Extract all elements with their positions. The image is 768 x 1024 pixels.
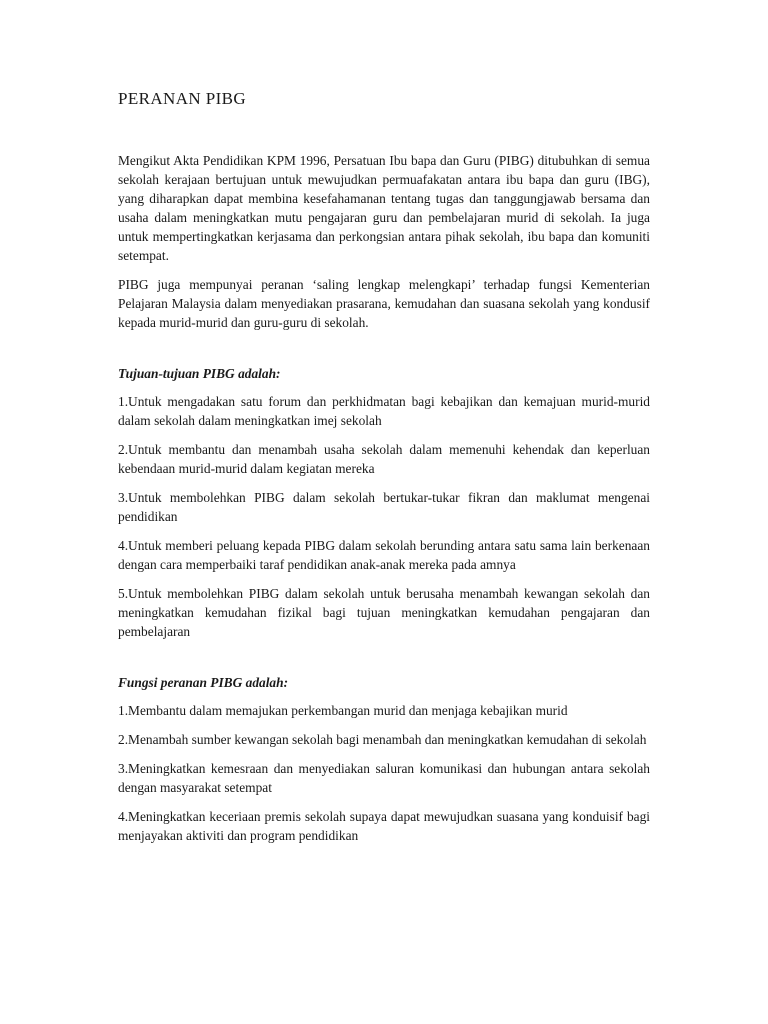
list-item: 4.Meningkatkan keceriaan premis sekolah supaya dapat mewujudkan suasana yang konduisif bagi menjayakan aktiviti dan program pendidikan [118,809,650,843]
list-item: 4.Untuk memberi peluang kepada PIBG dalam sekolah berunding antara satu sama lain berkenaan dengan cara memperbaiki taraf pendidikan anak-anak mereka pada amnya [118,538,650,572]
section-heading: Fungsi peranan PIBG adalah: [118,675,289,690]
document-title: PERANAN PIBG [118,89,247,108]
fungsi-section [118,673,650,845]
list-item: 1.Untuk mengadakan satu forum dan perkhidmatan bagi kebajikan dan kemajuan murid-murid dalam sekolah dalam meningkatkan imej sekolah [118,394,650,428]
section-heading: Tujuan-tujuan PIBG adalah: [118,366,281,381]
list-item: 5.Untuk membolehkan PIBG dalam sekolah untuk berusaha menambah kewangan sekolah dan meningkatkan kemudahan fizikal bagi tujuan meningkatkan kemudahan pengajaran dan pembelajaran [118,586,650,639]
list-item: 1.Membantu dalam memajukan perkembangan murid dan menjaga kebajikan murid [118,703,568,718]
intro-paragraph: PIBG juga mempunyai peranan ‘saling lengkap melengkapi’ terhadap fungsi Kementerian Pelajaran Malaysia dalam menyediakan prasarana, kemudahan dan suasana sekolah yang kondusif kepada murid-murid dan guru-guru di sekolah. [118,277,650,330]
list-item: 2.Untuk membantu dan menambah usaha sekolah dalam memenuhi kehendak dan keperluan kebendaan murid-murid dalam kegiatan mereka [118,442,650,476]
list-item: 3.Meningkatkan kemesraan dan menyediakan saluran komunikasi dan hubungan antara sekolah dengan masyarakat setempat [118,761,650,795]
tujuan-section [118,364,650,641]
list-item: 3.Untuk membolehkan PIBG dalam sekolah bertukar-tukar fikran dan maklumat mengenai pendidikan [118,490,650,524]
intro-paragraph: Mengikut Akta Pendidikan KPM 1996, Persatuan Ibu bapa dan Guru (PIBG) ditubuhkan di semua sekolah kerajaan bertujuan untuk mewujudkan permuafakatan antara ibu bapa dan guru (IBG), yang diharapkan dapat membina kesefahamanan tentang tugas dan tanggungjawab bersama dan usaha dalam meningkatkan mutu pengajaran guru dan pembelajaran murid di sekolah. Ia juga untuk mempertingkatkan kerjasama dan perkongsian antara pihak sekolah, ibu bapa dan komuniti setempat. [118,153,650,263]
document-page [118,89,650,855]
list-item: 2.Menambah sumber kewangan sekolah bagi menambah dan meningkatkan kemudahan di sekolah [118,732,647,747]
